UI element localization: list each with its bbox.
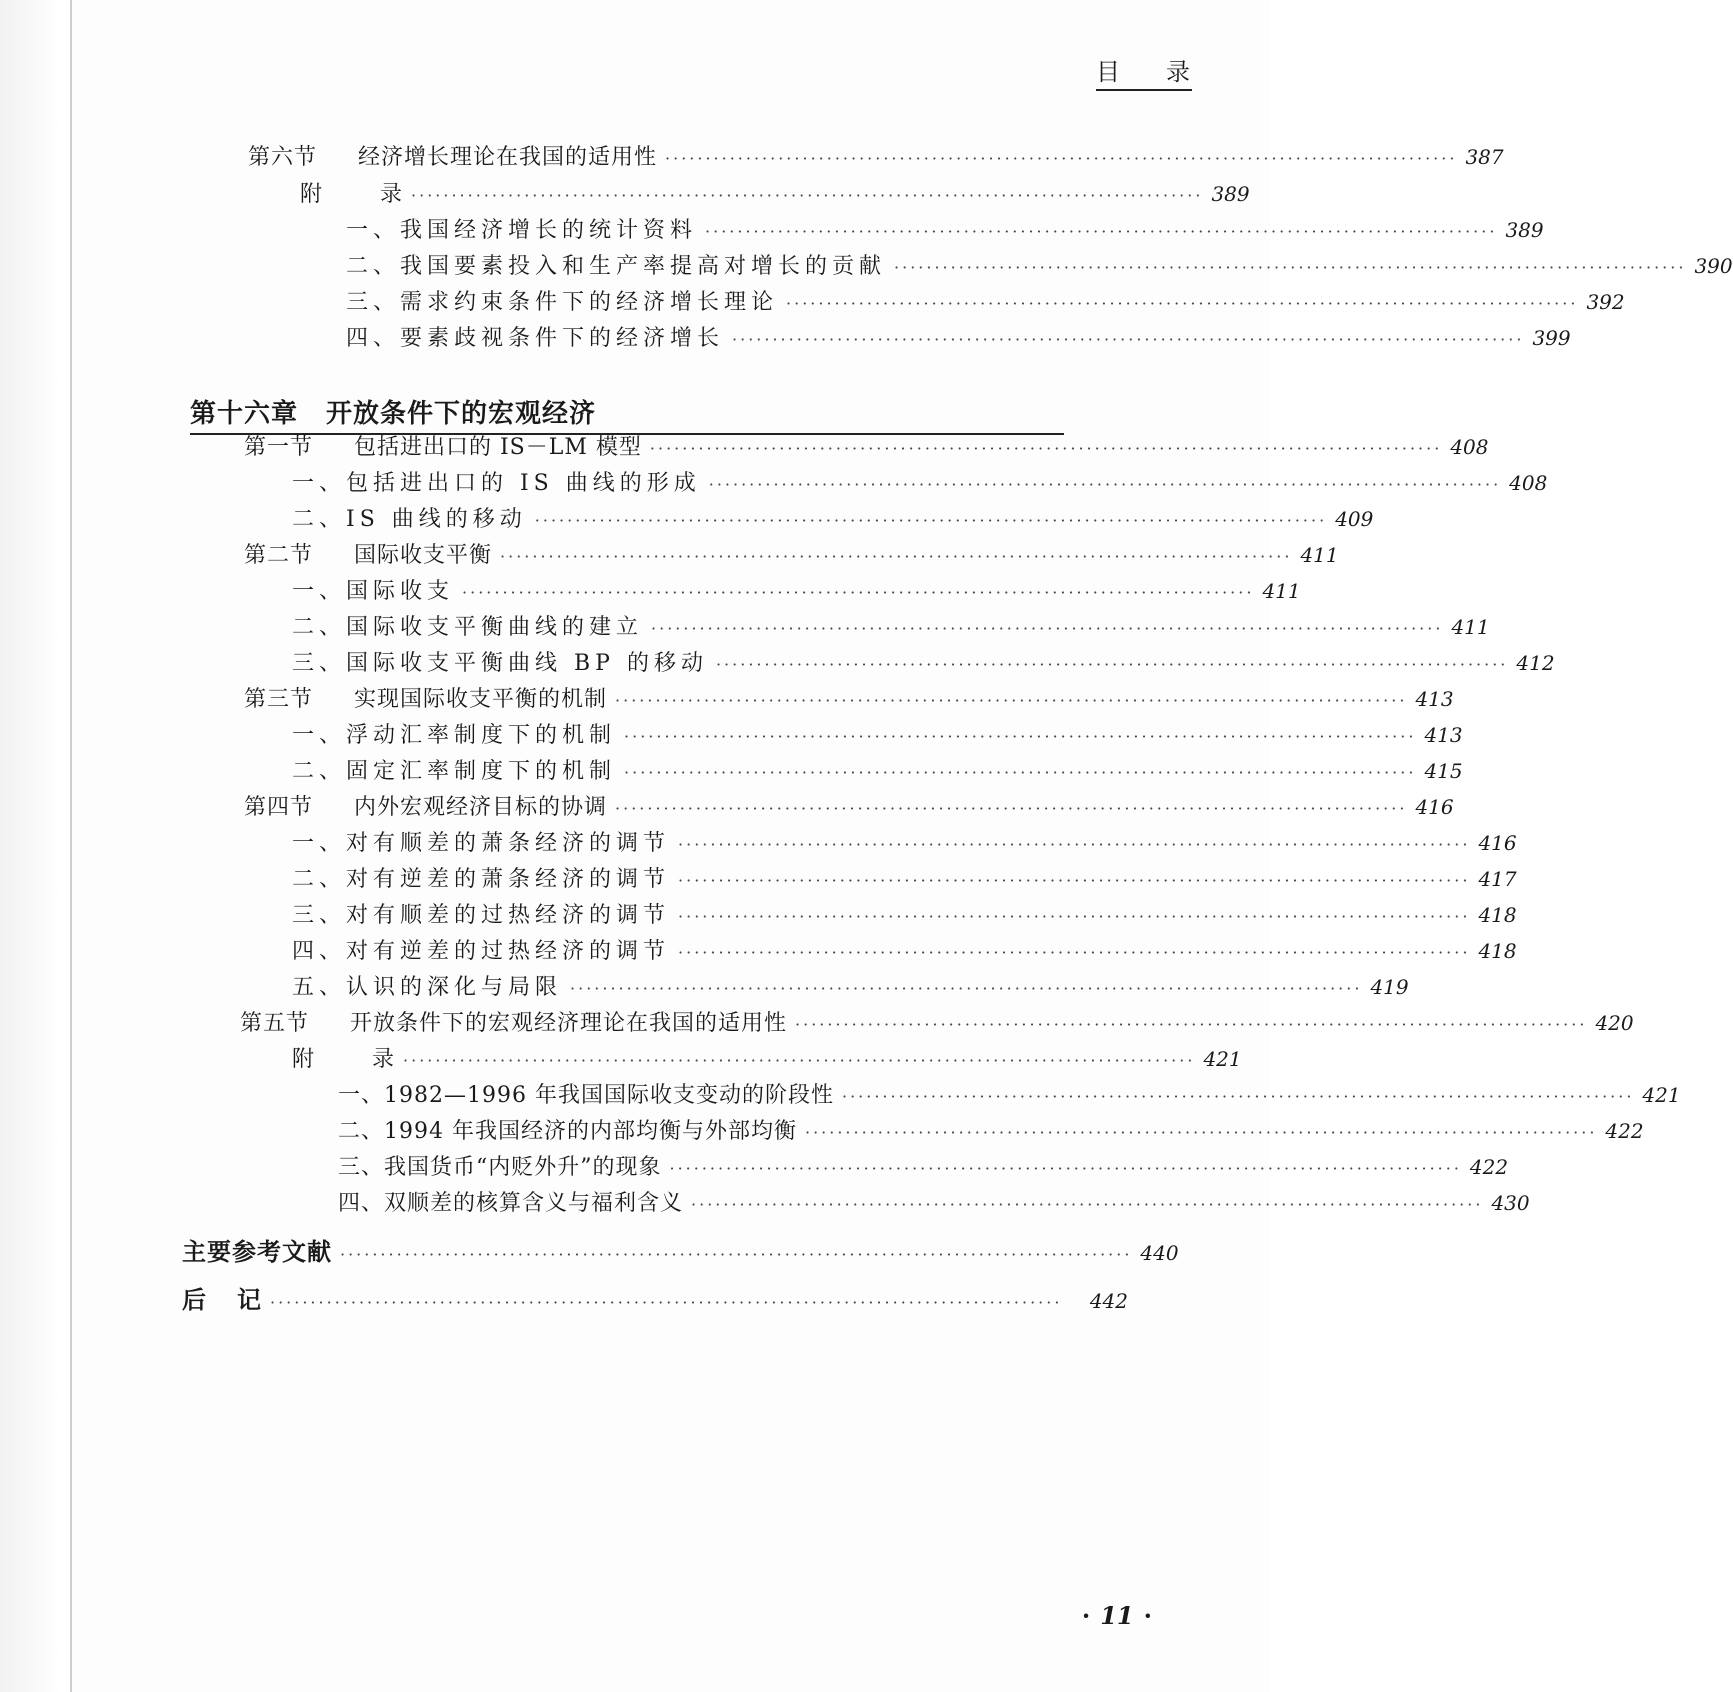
leader-dots: ··································································································	[649, 439, 1443, 458]
item-title: 一、对有顺差的萧条经济的调节	[292, 831, 671, 856]
toc-item	[292, 826, 1517, 862]
appendix-label-a: 附	[300, 182, 351, 207]
page-number: 422	[1605, 1119, 1644, 1143]
toc-item	[338, 1114, 1644, 1150]
item-title: 一、1982—1996 年我国国际收支变动的阶段性	[338, 1083, 834, 1108]
running-header	[1096, 52, 1192, 87]
section-number: 第四节	[244, 795, 314, 820]
toc-item	[292, 466, 1548, 502]
leader-dots: ··································································································	[462, 583, 1255, 602]
page-number: 417	[1478, 867, 1517, 891]
section-number: 第二节	[244, 543, 314, 568]
toc-references	[182, 1232, 1179, 1268]
section-title: 开放条件下的宏观经济理论在我国的适用性	[350, 1011, 788, 1036]
appendix-label-b: 录	[380, 182, 404, 207]
page-number: 421	[1203, 1047, 1242, 1071]
page-number: 420	[1595, 1011, 1634, 1035]
toc-item	[338, 1150, 1509, 1186]
page-number: 415	[1424, 759, 1463, 783]
page-number: 418	[1478, 939, 1517, 963]
page-number: 409	[1335, 507, 1374, 531]
section-title: 经济增长理论在我国的适用性	[358, 145, 658, 170]
leader-dots: ··································································································	[841, 1087, 1635, 1106]
toc-item	[338, 1078, 1681, 1114]
toc-item	[346, 285, 1625, 321]
toc-item	[338, 1186, 1530, 1222]
leader-dots: ··································································································	[669, 1159, 1462, 1178]
page-number: 411	[1300, 543, 1339, 567]
page-number: 413	[1424, 723, 1463, 747]
leader-dots: ··································································································	[715, 655, 1509, 674]
page-number: 440	[1140, 1241, 1179, 1265]
toc-item	[292, 898, 1517, 934]
item-title: 三、需求约束条件下的经济增长理论	[346, 290, 779, 315]
leader-dots: ··································································································	[732, 330, 1525, 349]
item-title: 二、国际收支平衡曲线的建立	[292, 615, 644, 640]
item-title: 二、固定汇率制度下的机制	[292, 759, 617, 784]
leader-dots: ··································································································	[270, 1293, 1063, 1312]
leader-dots: ··································································································	[624, 727, 1417, 746]
section-title: 国际收支平衡	[354, 543, 493, 568]
leader-dots: ··································································································	[678, 943, 1471, 962]
section-number: 第五节	[240, 1011, 310, 1036]
page-number: 416	[1415, 795, 1454, 819]
toc-appendix	[300, 177, 1250, 213]
leader-dots: ··································································································	[665, 149, 1458, 168]
leader-dots: ··································································································	[615, 799, 1408, 818]
toc-section	[244, 538, 1339, 574]
toc-item	[292, 610, 1490, 646]
appendix-label-b: 录	[372, 1047, 396, 1072]
toc-appendix	[292, 1042, 1242, 1078]
page-number: 387	[1465, 145, 1504, 169]
leader-dots: ··································································································	[340, 1245, 1133, 1264]
folio-number: 11	[1100, 1601, 1134, 1630]
leader-dots: ··································································································	[691, 1195, 1484, 1214]
item-title: 五、认识的深化与局限	[292, 975, 563, 1000]
leader-dots: ··································································································	[705, 222, 1498, 241]
toc-section	[244, 790, 1454, 826]
toc-item	[292, 970, 1409, 1006]
toc-item	[346, 213, 1544, 249]
toc-item	[292, 754, 1463, 790]
item-title: 一、包括进出口的 IS 曲线的形成	[292, 471, 701, 496]
page-number: 392	[1586, 290, 1625, 314]
section-title: 内外宏观经济目标的协调	[354, 795, 608, 820]
leader-dots: ··································································································	[708, 475, 1502, 494]
item-title: 三、对有顺差的过热经济的调节	[292, 903, 671, 928]
page-number: 421	[1642, 1083, 1681, 1107]
item-title: 二、IS 曲线的移动	[292, 507, 527, 532]
toc-section	[244, 682, 1454, 718]
page-number: 389	[1211, 182, 1250, 206]
page-number: 408	[1450, 435, 1489, 459]
page-number: 411	[1262, 579, 1301, 603]
section-number: 第三节	[244, 687, 314, 712]
item-title: 二、1994 年我国经济的内部均衡与外部均衡	[338, 1119, 797, 1144]
chapter-number: 第十六章	[190, 399, 299, 429]
item-title: 四、对有逆差的过热经济的调节	[292, 939, 671, 964]
leader-dots: ··································································································	[894, 258, 1687, 277]
leader-dots: ··································································································	[804, 1123, 1598, 1142]
scan-margin	[0, 0, 72, 1692]
page-number: 408	[1509, 471, 1548, 495]
folio-page-number: · 11 ·	[1081, 1601, 1152, 1630]
item-title: 二、对有逆差的萧条经济的调节	[292, 867, 671, 892]
leader-dots: ··································································································	[411, 186, 1204, 205]
leader-dots: ··································································································	[678, 835, 1471, 854]
header-part-1: 目	[1096, 58, 1122, 86]
page-number: 413	[1415, 687, 1454, 711]
item-title: 二、我国要素投入和生产率提高对增长的贡献	[346, 254, 887, 279]
leader-dots: ··································································································	[678, 907, 1471, 926]
toc-item	[292, 718, 1463, 754]
appendix-label-a: 附	[292, 1047, 343, 1072]
section-number: 第六节	[248, 145, 318, 170]
toc-item	[292, 934, 1517, 970]
item-title: 四、双顺差的核算含义与福利含义	[338, 1191, 684, 1216]
leader-dots: ··································································································	[795, 1015, 1588, 1034]
toc-item	[292, 502, 1374, 538]
postscript-label-a: 后	[182, 1286, 207, 1314]
leader-dots: ··································································································	[678, 871, 1471, 890]
page-number: 419	[1370, 975, 1409, 999]
leader-dots: ··································································································	[651, 619, 1444, 638]
page-number: 411	[1451, 615, 1490, 639]
postscript-label-b: 记	[237, 1286, 262, 1314]
references-title: 主要参考文献	[182, 1238, 332, 1266]
page-number: 430	[1491, 1191, 1530, 1215]
item-title: 三、国际收支平衡曲线 BP 的移动	[292, 651, 708, 676]
page-number: 418	[1478, 903, 1517, 927]
page-number: 416	[1478, 831, 1517, 855]
page-number: 399	[1532, 326, 1571, 350]
item-title: 三、我国货币“内贬外升”的现象	[338, 1155, 662, 1180]
chapter-title: 开放条件下的宏观经济	[326, 399, 597, 429]
page-number: 442	[1089, 1289, 1128, 1313]
leader-dots: ··································································································	[786, 294, 1579, 313]
leader-dots: ··································································································	[534, 511, 1328, 530]
section-title: 包括进出口的 IS－LM 模型	[354, 435, 642, 460]
toc-section	[248, 140, 1504, 176]
leader-dots: ··································································································	[403, 1051, 1196, 1070]
item-title: 一、我国经济增长的统计资料	[346, 218, 698, 243]
page-number: 389	[1505, 218, 1544, 242]
page-number: 390	[1694, 254, 1733, 278]
toc-section	[244, 430, 1489, 466]
toc-item	[292, 862, 1517, 898]
toc-item	[292, 574, 1301, 610]
item-title: 四、要素歧视条件下的经济增长	[346, 326, 725, 351]
leader-dots: ··································································································	[624, 763, 1417, 782]
leader-dots: ··································································································	[615, 691, 1408, 710]
chapter-heading	[190, 393, 1064, 430]
leader-dots: ··································································································	[500, 547, 1293, 566]
toc-item	[346, 321, 1571, 357]
leader-dots: ··································································································	[570, 979, 1363, 998]
page-number: 412	[1516, 651, 1555, 675]
toc-item	[346, 249, 1733, 285]
toc-section	[240, 1006, 1634, 1042]
header-part-2: 录	[1166, 58, 1192, 86]
section-number: 第一节	[244, 435, 314, 460]
toc-postscript	[182, 1280, 1128, 1316]
page-number: 422	[1469, 1155, 1509, 1179]
item-title: 一、浮动汇率制度下的机制	[292, 723, 617, 748]
toc-page	[72, 0, 1733, 1692]
toc-item	[292, 646, 1555, 682]
item-title: 一、国际收支	[292, 579, 455, 604]
section-title: 实现国际收支平衡的机制	[354, 687, 608, 712]
